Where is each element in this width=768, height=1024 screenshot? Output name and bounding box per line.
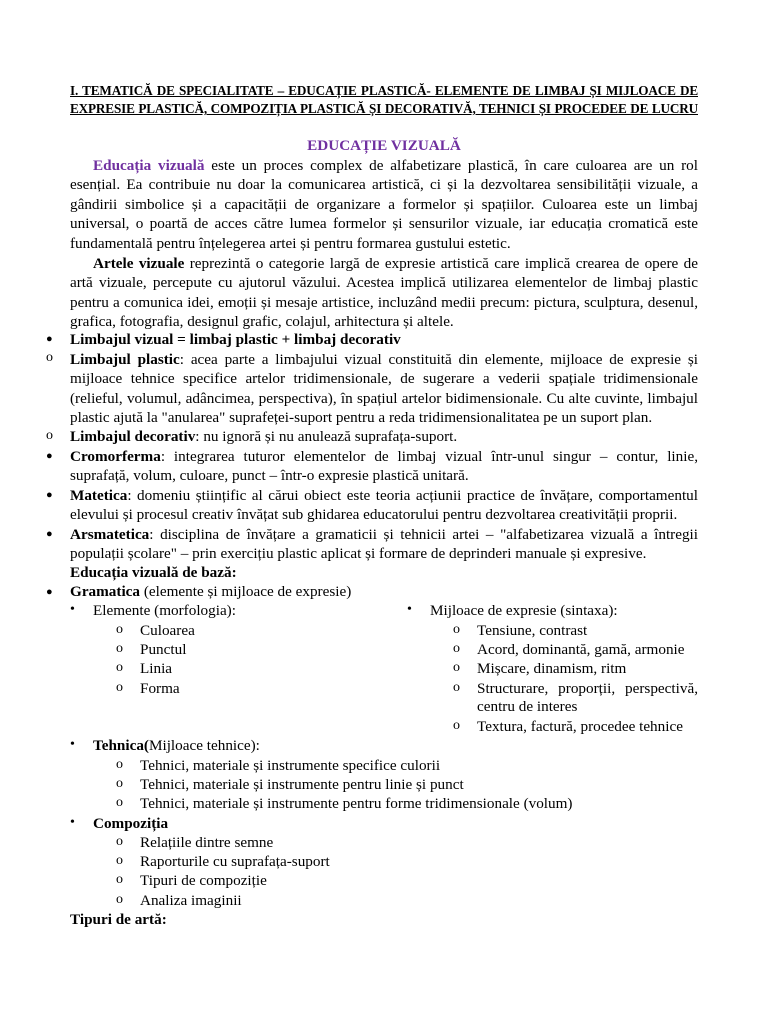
compozitia-item: Tipuri de compoziție (140, 872, 267, 889)
bullet-small-disc: • (407, 602, 412, 617)
def-arsmatetica: Arsmatetica: disciplina de învățare a gramaticii și tehnicii artei – "alfabetizarea vizuală a întregii populații școlare" – prin exercițiu plastic aplicat și formare de deprinderi manuale și expresive. (70, 526, 698, 563)
mijloace-item: Mișcare, dinamism, ritm (477, 660, 627, 677)
bullet-disc: ● (46, 586, 53, 598)
label-elemente: Elemente (morfologia): (93, 602, 236, 619)
bullet-small-disc: • (70, 602, 75, 617)
bullet-circle: o (116, 834, 123, 849)
term-educatia-vizuala: Educația vizuală (93, 157, 205, 174)
bullet-circle: o (453, 622, 460, 637)
tehnica-item: Tehnici, materiale și instrumente pentru forme tridimensionale (volum) (140, 795, 573, 812)
heading-line-1: I. TEMATICĂ DE SPECIALITATE – EDUCAȚIE PLASTICĂ- ELEMENTE DE LIMBAJ ȘI MIJLOACE DE (70, 83, 698, 98)
elemente-item: Forma (140, 680, 180, 697)
bullet-small-disc: • (70, 815, 75, 830)
compozitia-item: Relațiile dintre semne (140, 834, 274, 851)
bullet-circle: o (453, 660, 460, 675)
intro-paragraph-2: Artele vizuale reprezintă o categorie largă de expresie artistică care implică crearea de opere de artă vizuale, percepute cu ajutorul văzului. Acestea implică utilizarea elementelor de limbaj plastic pentru a comunica idei, emoții și mesaje artistice, incluzând medii precum: pictura, sculptura, desenul, grafica, fotografia, designul grafic, colajul, arhitectura și altele. (70, 255, 698, 331)
intro-paragraph-1: Educația vizuală este un proces complex de alfabetizare plastică, în care culoarea are un rol esențial. Ea contribuie nu doar la comunicarea artistică, ci și la dezvoltarea sensibilității vizuale, a gândirii simbolice și a capacității de organizare a formelor și spațiilor. Culoarea este un limbaj universal, o poartă de acces către lumea formelor și sensurilor vizuale, iar educația cromatică este fundamentală pentru înțelegerea artei și pentru formarea gustului estetic. (70, 157, 698, 252)
compozitia-item: Analiza imaginii (140, 892, 242, 909)
term-artele-vizuale: Artele vizuale (93, 255, 185, 272)
mijloace-item: Structurare, proporții, perspectivă, (477, 680, 698, 697)
def-cromorferma: Cromorferma: integrarea tuturor elementelor de limbaj vizual într-unul singur – contur, linie, suprafață, volum, culoare, punct – într-o expresie plastică unitară. (70, 448, 698, 485)
bullet-circle: o (116, 622, 123, 637)
bullet-circle: o (46, 428, 53, 443)
def-limbaj-vizual: Limbajul vizual = limbaj plastic + limbaj decorativ (70, 331, 401, 348)
elemente-item: Culoarea (140, 622, 195, 639)
item-tehnica: Tehnica(Mijloace tehnice): (93, 737, 260, 754)
bullet-circle: o (453, 641, 460, 656)
bullet-disc: ● (46, 333, 53, 345)
bullet-circle: o (116, 680, 123, 695)
bullet-circle: o (116, 776, 123, 791)
mijloace-item: Acord, dominantă, gamă, armonie (477, 641, 685, 658)
tehnica-item: Tehnici, materiale și instrumente pentru linie și punct (140, 776, 464, 793)
page-title: EDUCAȚIE VIZUALĂ (307, 137, 461, 154)
bullet-circle: o (116, 892, 123, 907)
bullet-disc: ● (46, 489, 53, 501)
elemente-item: Linia (140, 660, 173, 677)
mijloace-item: Tensiune, contrast (477, 622, 588, 639)
elemente-item: Punctul (140, 641, 187, 658)
tehnica-item: Tehnici, materiale și instrumente specifice culorii (140, 757, 441, 774)
def-matetica: Matetica: domeniu științific al cărui obiect este teoria acțiunii practice de învățare, comportamentul elevului și procesul creativ învățat sub ghidarea educatorului pentru dezvoltarea creativității proprii. (70, 487, 698, 524)
heading-line-2: EXPRESIE PLASTICĂ, COMPOZIȚIA PLASTICĂ ȘI DECORATIVĂ, TEHNICI ȘI PROCEDEE DE LUCRU (70, 101, 698, 116)
item-gramatica: Gramatica (elemente și mijloace de expresie) (70, 583, 352, 600)
bullet-circle: o (46, 350, 53, 365)
item-compozitia: Compoziția (93, 815, 169, 832)
subsection-tipuri-de-arta: Tipuri de artă: (70, 911, 167, 928)
bullet-circle: o (116, 795, 123, 810)
bullet-disc: ● (46, 528, 53, 540)
mijloace-item: Textura, factură, procedee tehnice (477, 718, 683, 735)
def-limbaj-plastic: Limbajul plastic: acea parte a limbajului vizual constituită din elemente, mijloace de expresie și mijloace tehnice specifice artelor tridimensionale, de sugerare a vederii spațiale tridimensionale (relieful, volumul, adâncimea, perspectiva), în spațiul artelor bidimensionale. Cu alte cuvinte, limbajul plastic ajută la "anularea" suprafeței-suport pentru a reda tridimensionalitatea pe un suport plan. (70, 351, 698, 427)
bullet-circle: o (116, 872, 123, 887)
subsection-baza: Educația vizuală de bază: (70, 564, 237, 581)
bullet-small-disc: • (70, 737, 75, 752)
bullet-circle: o (116, 641, 123, 656)
compozitia-item: Raporturile cu suprafața-suport (140, 853, 330, 870)
section-heading (70, 82, 698, 118)
bullet-circle: o (116, 757, 123, 772)
bullet-disc: ● (46, 450, 53, 462)
label-mijloace: Mijloace de expresie (sintaxa): (430, 602, 618, 619)
def-limbaj-decorativ: Limbajul decorativ: nu ignoră și nu anulează suprafața-suport. (70, 428, 458, 445)
bullet-circle: o (116, 853, 123, 868)
bullet-circle: o (453, 680, 460, 695)
bullet-circle: o (116, 660, 123, 675)
mijloace-item-continued: centru de interes (477, 698, 578, 715)
bullet-circle: o (453, 718, 460, 733)
